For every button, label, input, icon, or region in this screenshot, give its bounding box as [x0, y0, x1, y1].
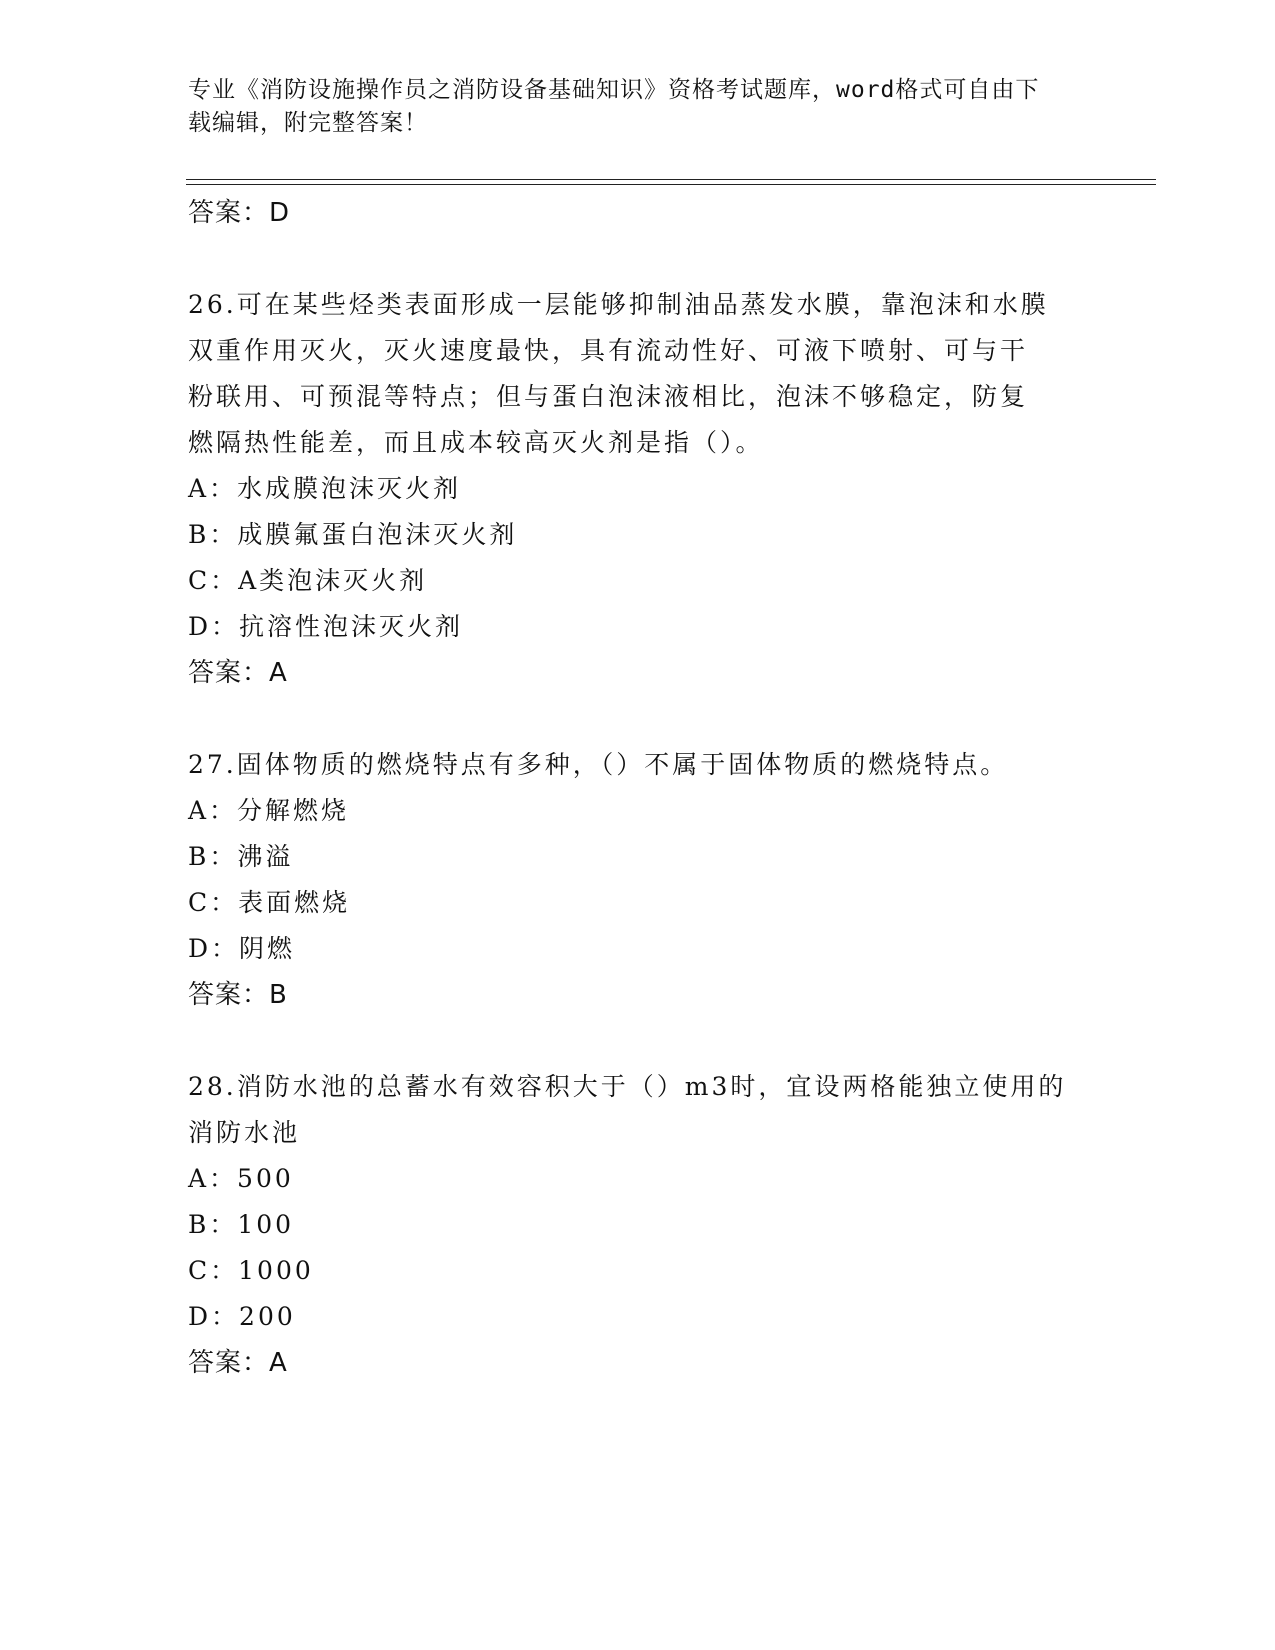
option-c: C：1000	[188, 1256, 314, 1285]
option-c: C：表面燃烧	[188, 888, 351, 917]
option-d: D：阴燃	[188, 934, 296, 963]
question-stem-line: 燃隔热性能差，而且成本较高灭火剂是指（）。	[188, 428, 764, 457]
spacer	[188, 236, 1088, 282]
answer: 答案：B	[188, 980, 288, 1010]
header-divider-bottom	[186, 184, 1156, 185]
question-27	[188, 742, 1088, 1018]
question-stem-line: 27.固体物质的燃烧特点有多种，（）不属于固体物质的燃烧特点。	[188, 750, 1009, 779]
option-d: D：抗溶性泡沫灭火剂	[188, 612, 464, 641]
spacer	[188, 696, 1088, 742]
option-a: A：水成膜泡沫灭火剂	[188, 474, 462, 503]
answer: 答案：A	[188, 1348, 288, 1378]
question-26	[188, 282, 1088, 696]
option-a: A：500	[188, 1164, 294, 1193]
header-line-2: 载编辑，附完整答案！	[188, 110, 428, 136]
header-line-1: 专业《消防设施操作员之消防设备基础知识》资格考试题库，word格式可自由下	[188, 77, 1040, 103]
option-a: A：分解燃烧	[188, 796, 350, 825]
option-b: B：成膜氟蛋白泡沫灭火剂	[188, 520, 518, 549]
question-stem-line: 28.消防水池的总蓄水有效容积大于（）m3时，宜设两格能独立使用的	[188, 1072, 1067, 1101]
question-content	[188, 190, 1088, 1386]
answer: 答案：A	[188, 658, 288, 688]
option-b: B：100	[188, 1210, 295, 1239]
question-stem-line: 26.可在某些烃类表面形成一层能够抑制油品蒸发水膜，靠泡沫和水膜	[188, 290, 1049, 319]
spacer	[188, 1018, 1088, 1064]
option-b: B：沸溢	[188, 842, 294, 871]
question-stem-line: 粉联用、可预混等特点；但与蛋白泡沫液相比，泡沫不够稳定，防复	[188, 382, 1029, 411]
option-d: D：200	[188, 1302, 296, 1331]
question-stem-line: 双重作用灭火，灭火速度最快，具有流动性好、可液下喷射、可与干	[188, 336, 1029, 365]
option-c: C：A类泡沫灭火剂	[188, 566, 428, 595]
document-header	[188, 74, 1088, 140]
header-divider-top	[186, 179, 1156, 180]
answer-previous: 答案：D	[188, 198, 291, 228]
question-stem-line: 消防水池	[188, 1118, 301, 1147]
question-28	[188, 1064, 1088, 1386]
